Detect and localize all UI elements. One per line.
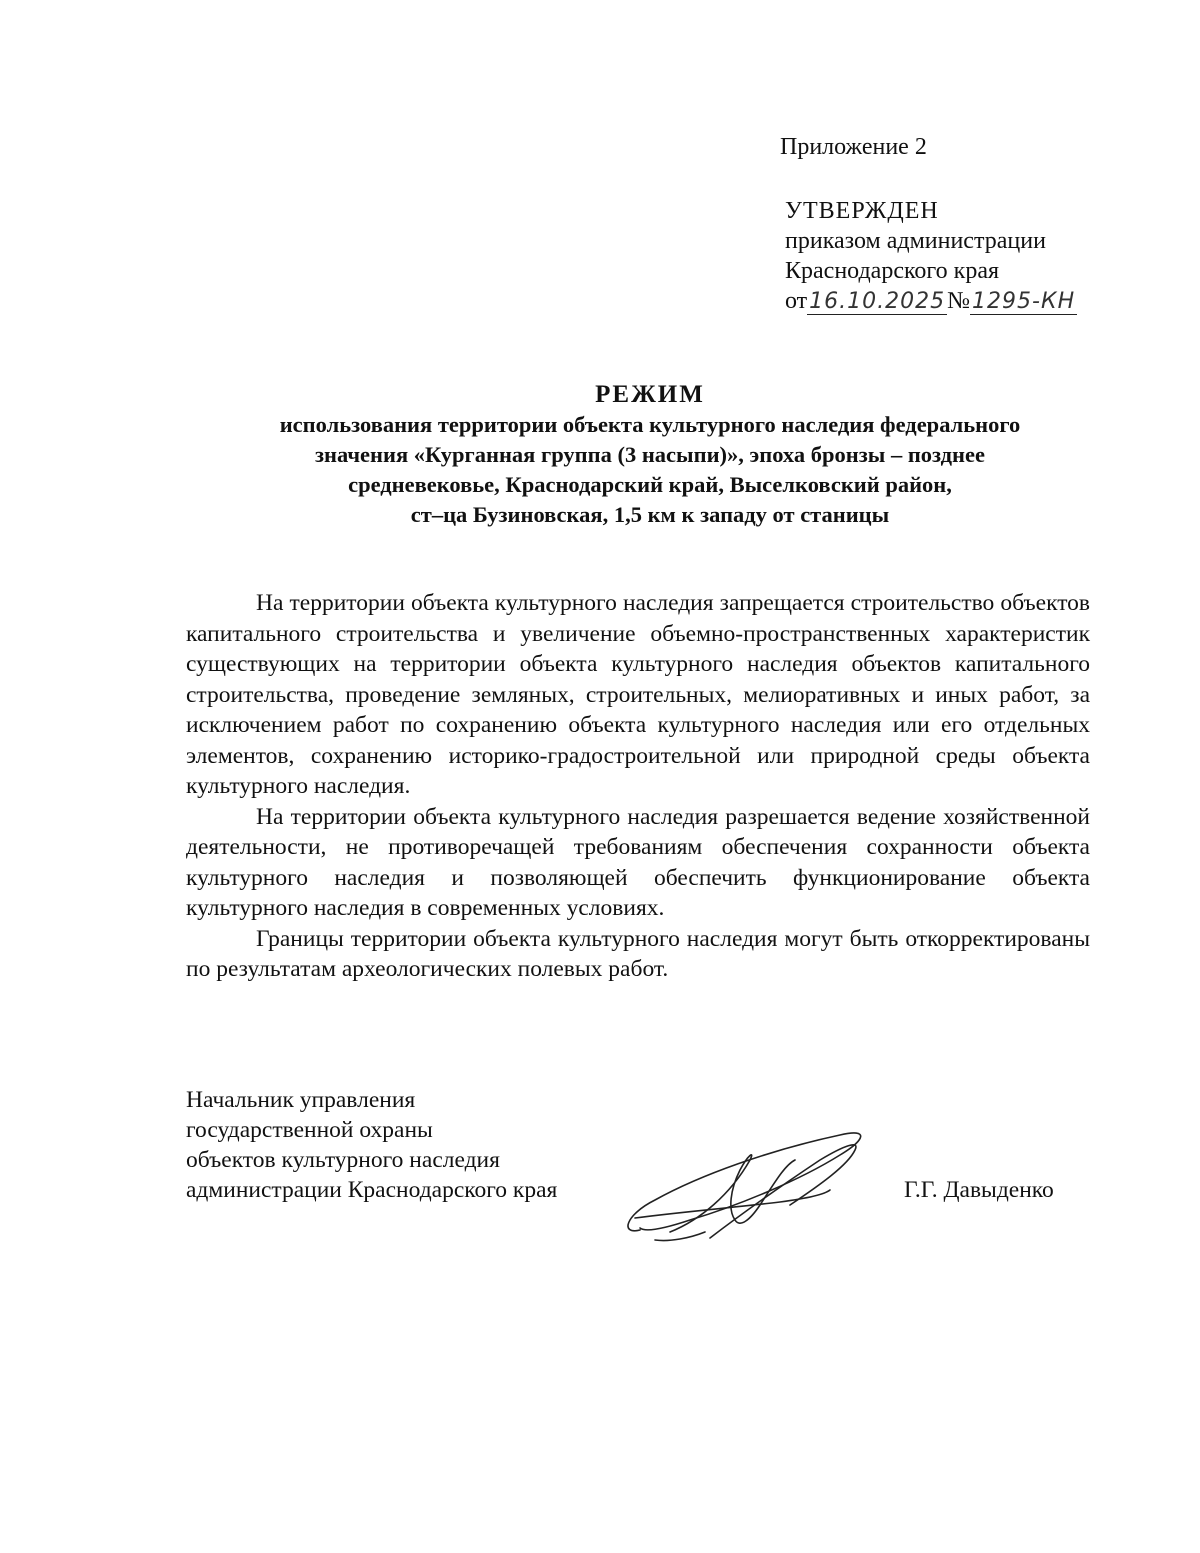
- annex-label: Приложение 2: [780, 134, 927, 160]
- subtitle-line: средневековье, Краснодарский край, Выселковский район,: [348, 472, 952, 497]
- document-body: [186, 588, 1090, 985]
- order-number: 1295-КН: [972, 289, 1076, 314]
- handwritten-signature: [610, 1120, 890, 1250]
- approved-label: УТВЕРЖДЕН: [785, 198, 939, 224]
- subtitle-line: использования территории объекта культурного наследия федерального: [279, 412, 1021, 437]
- order-date-number: [785, 286, 1077, 316]
- document-title: [150, 380, 1150, 530]
- approval-order-line-1: приказом администрации: [785, 228, 1046, 254]
- signer-position-line: Начальник управления: [186, 1087, 416, 1113]
- number-prefix: №: [947, 288, 971, 314]
- subtitle-line: ст–ца Бузиновская, 1,5 км к западу от станицы: [410, 502, 890, 527]
- signer-position-line: государственной охраны: [186, 1117, 433, 1143]
- signer-position: [186, 1085, 557, 1205]
- body-paragraph: На территории объекта культурного наследия разрешается ведение хозяйственной деятельности, не противоречащей требованиям обеспечения сохранности объекта культурного наследия и позволяющей обеспечить функционирование объекта культурного наследия в современных условиях.: [186, 803, 1090, 921]
- date-prefix: от: [785, 288, 808, 314]
- title-subtitle: [150, 410, 1150, 530]
- subtitle-line: значения «Курганная группа (3 насыпи)», эпоха бронзы – позднее: [315, 442, 985, 467]
- approval-stamp: [785, 196, 1077, 316]
- signer-position-line: объектов культурного наследия: [186, 1147, 500, 1173]
- approval-order-line-2: Краснодарского края: [785, 258, 1000, 284]
- signer-position-line: администрации Краснодарского края: [186, 1177, 558, 1203]
- title-heading: РЕЖИМ: [595, 381, 705, 408]
- body-paragraph: Границы территории объекта культурного наследия могут быть откорректированы по результатам археологических полевых работ.: [186, 925, 1090, 982]
- order-date: 16.10.2025: [809, 289, 946, 314]
- signer-name: Г.Г. Давыденко: [904, 1177, 1054, 1203]
- body-paragraph: На территории объекта культурного наследия запрещается строительство объектов капитального строительства и увеличение объемно-пространственных характеристик существующих на территории объекта культурного наследия объектов капитального строительства, проведение земляных, строительных, мелиоративных и иных работ, за исключением работ по сохранению объекта культурного наследия или его отдельных элементов, сохранению историко-градостроительной или природной среды объекта культурного наследия.: [186, 590, 1090, 799]
